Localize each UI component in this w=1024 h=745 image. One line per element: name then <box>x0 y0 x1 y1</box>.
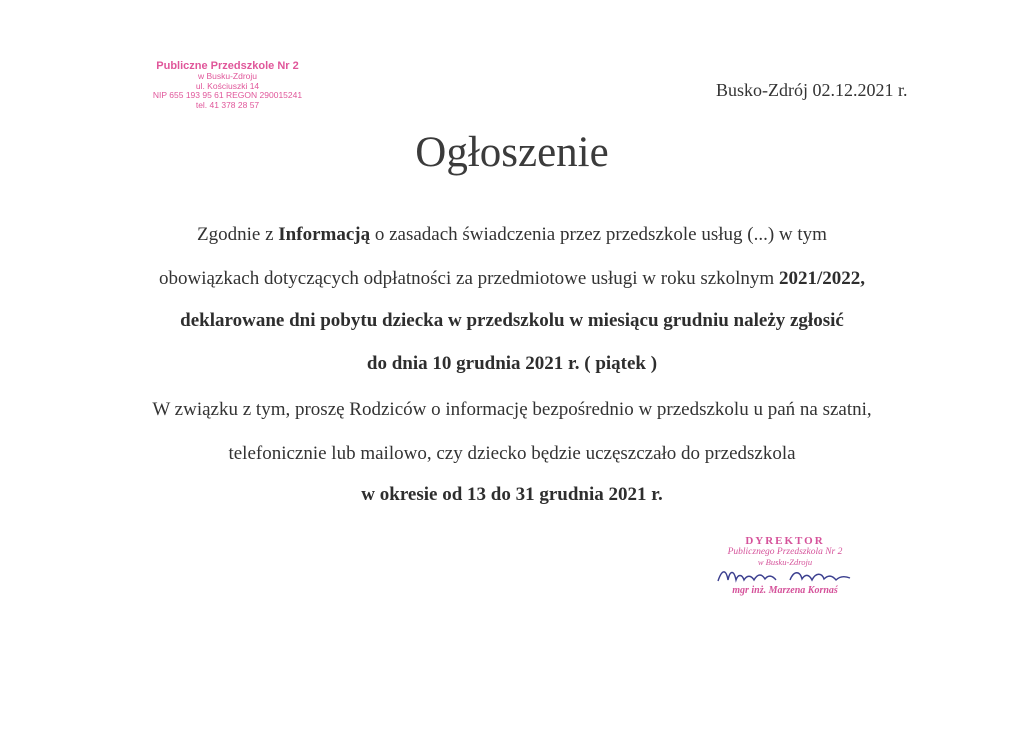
document-title: Ogłoszenie <box>415 129 609 176</box>
handwritten-signature <box>710 566 860 586</box>
director-title: DYREKTOR <box>745 535 825 547</box>
body-line-4 <box>40 353 984 375</box>
stamp-city: w Busku-Zdroju <box>197 71 258 82</box>
body-line-6 <box>40 443 984 465</box>
school-stamp <box>140 60 315 110</box>
parents-request: W związku z tym, proszę Rodziców o informację bezpośrednio w przedszkolu u pań na szatni, <box>152 399 872 420</box>
document-date: Busko-Zdrój 02.12.2021 r. <box>716 80 908 100</box>
school-year: 2021/2022, <box>778 268 865 289</box>
contact-methods: telefonicznie lub mailowo, czy dziecko będzie uczęszczało do przedszkola <box>228 443 796 464</box>
body-line-1 <box>40 224 984 246</box>
period: w okresie od 13 do 31 grudnia 2021 r. <box>361 484 663 505</box>
body-line-7 <box>40 484 984 506</box>
stamp-ids: NIP 655 193 95 61 REGON 290015241 <box>152 90 303 101</box>
director-stamp <box>700 536 870 597</box>
declaration-notice: deklarowane dni pobytu dziecka w przedszkolu w miesiącu grudniu należy zgłosić <box>180 310 844 331</box>
director-school: Publicznego Przedszkola Nr 2 <box>727 546 843 557</box>
body-line-1-end: o zasadach świadczenia przez przedszkole usług (...) w tym <box>370 224 827 245</box>
deadline: do dnia 10 grudnia 2021 r. ( piątek ) <box>366 353 658 374</box>
body-line-2-start: obowiązkach dotyczących odpłatności za przedmiotowe usługi w roku szkolnym <box>159 268 779 289</box>
body-line-3 <box>40 310 984 332</box>
body-line-5 <box>40 399 984 421</box>
body-line-2 <box>40 268 984 290</box>
body-line-1-start: Zgodnie z <box>197 224 279 245</box>
director-city: w Busku-Zdroju <box>757 556 813 567</box>
stamp-school-name: Publiczne Przedszkole Nr 2 <box>156 60 299 72</box>
body-line-1-bold: Informacją <box>278 224 371 245</box>
stamp-street: ul. Kościuszki 14 <box>195 80 260 91</box>
director-name: mgr inż. Marzena Kornaś <box>732 585 838 597</box>
stamp-phone: tel. 41 378 28 57 <box>195 99 260 110</box>
